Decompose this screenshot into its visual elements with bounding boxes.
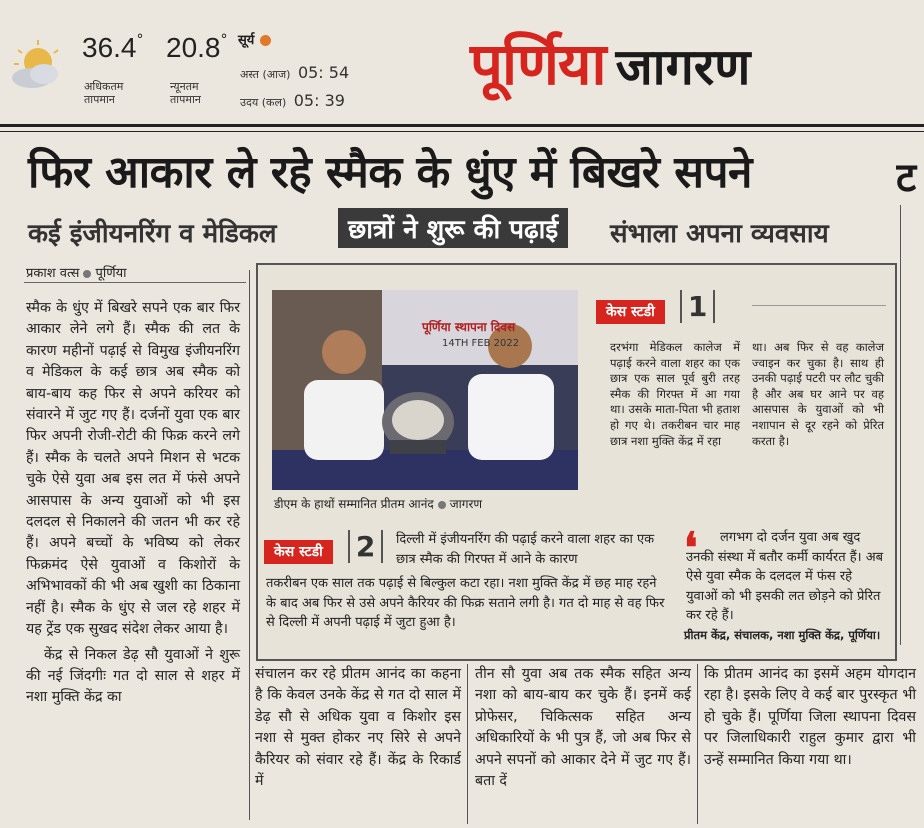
photo-caption: डीएम के हाथों सम्मानित प्रीतम आनंद जागरण bbox=[274, 497, 483, 511]
sunrise-time: उदय (कल) 05: 39 bbox=[240, 91, 345, 110]
newspaper-masthead: पूर्णिया जागरण bbox=[470, 30, 751, 98]
article-column-3: तीन सौ युवा अब तक स्मैक सहित अन्य नशा को बाय-बाय कर चुके हैं। इनमें कई प्रोफेसर, चिकित्सक सहित अन्य अधिकारियों के भी पुत्र हैं, जो अब फिर से अपने सपनों को आकार देने में जुट गए हैं। बता दें bbox=[475, 666, 691, 790]
article-column-2: संचालन कर रहे प्रीतम आनंद का कहना है कि केवल उनके केंद्र से गत दो साल में डेढ़ सौ से अधिक युवा व किशोर इस नशा से मुक्त होकर नए सिरे से अपने कैरियर को संवार रहे हैं। केंद्र के रिकार्ड में bbox=[255, 666, 461, 790]
quote-mark-icon: ❛ bbox=[684, 523, 698, 572]
case-study-1-text-b: था। अब फिर से वह कालेज ज्वाइन कर चुका है। साथ ही उनकी पढ़ाई पटरी पर लौट चुकी है और अब घर आने पर वह आसपास के युवाओं को भी नशापान से दूर रहने को प्रेरित करता है। bbox=[752, 340, 884, 448]
masthead-rule-thin bbox=[0, 131, 924, 132]
case-study-2-label: केस स्टडी bbox=[264, 540, 333, 564]
min-temperature: 20.8° bbox=[166, 32, 228, 63]
masthead-rule bbox=[0, 124, 924, 127]
column-divider bbox=[249, 270, 250, 820]
column-divider bbox=[467, 664, 468, 824]
article-column-1: स्मैक के धुंए में बिखरे सपने एक बार फिर आकार लेने लगे हैं। स्मैक की लत के कारण महीनों पढ़ाई से विमुख इंजीयनरिंग व मेडिकल के कई छात्र अब स्मैक को बाय-बाय कह फिर से अपने करियर को संवारने में जुट गए हैं। दर्जनों युवा एक बार फिर अपनी रोजी-रोटी की फिक्र करने लगे हैं। स्मैक के चलते अपने मिशन से भटक चुके ऐसे युवा अब इस लत में फंसे अपने आसपास के अन्य युवाओं को भी इस दलदल से निकालने की जतन भी कर रहे हैं। अपने बच्चों के भविष्य को लेकर फिक्रमंद ऐसे युवाओं व किशोरों के अभिभावकों की भी अब खुशी का ठिकाना नहीं है। स्मैक के धुंए से जल रहे शहर में यह ट्रेंड एक सुखद संदेश लेकर आया है। केंद्र से निकल डेढ़ सौ युवाओं ने शुरू की नई जिंदगीः गत दो साल से शहर में नशा मुक्ति केंद्र का bbox=[26, 300, 240, 706]
column-divider bbox=[697, 664, 698, 824]
case-study-1-label: केस स्टडी bbox=[596, 300, 665, 324]
case-study-1-number: 1 bbox=[680, 290, 715, 323]
case-study-1-text-a: दरभंगा मेडिकल कालेज में पढ़ाई करने वाला शहर का एक छात्र एक साल पूर्व बुरी तरह स्मैक की गिरफ्त में आ गया था। उसके माता-पिता भी हताश हो गए थे। तकरीबन चार माह छात्र नशा मुक्ति केंद्र में रहा bbox=[610, 340, 740, 448]
award-photo bbox=[272, 290, 578, 490]
max-temperature: 36.4° bbox=[82, 32, 144, 63]
byline-rule bbox=[24, 282, 246, 283]
sunset-time: अस्त (आज) 05: 54 bbox=[240, 63, 350, 82]
quote-text: लगभग दो दर्जन युवा अब खुद उनकी संस्था में बतौर कर्मी कार्यरत हैं। अब ऐसे युवा स्मैक के दलदल में फंस रहे युवाओं को भी इसकी लत छोड़ने को प्रेरित कर रहे हैं। bbox=[686, 530, 884, 623]
case-study-1-header bbox=[596, 292, 715, 322]
quote-attribution: प्रीतम केंद्र, संचालक, नशा मुक्ति केंद्र, पूर्णिया। bbox=[684, 628, 881, 642]
right-column-divider bbox=[900, 205, 901, 645]
case-study-2-lead: दिल्ली में इंजीयनरिंग की पढ़ाई करने वाला शहर का एक छात्र स्मैक की गिरफ्त में आने के कारण bbox=[396, 532, 655, 567]
photo-banner-text: पूर्णिया स्थापना दिवस bbox=[422, 320, 516, 334]
max-temperature-label: अधिकतम तापमान bbox=[84, 80, 124, 106]
case-study-2-body: तकरीबन एक साल तक पढ़ाई से बिल्कुल कटा रहा। नशा मुक्ति केंद्र में छह माह रहने के बाद अब फिर से उसे अपने कैरियर की फिक्र सताने लगी है। गत दो माह से वह फिर से दिल्ली में अपनी पढ़ाई में जुटा हुआ है। bbox=[266, 576, 665, 630]
article-subhead-right: संभाला अपना व्यवसाय bbox=[610, 219, 829, 249]
article-subhead-left: कई इंजीयनरिंग व मेडिकल bbox=[28, 219, 277, 249]
article-column-4: कि प्रीतम आनंद का इसमें अहम योगदान रहा है। इसके लिए वे कई बार पुरस्कृत भी हो चुके हैं। पूर्णिया जिला स्थापना दिवस पर जिलाधिकारी राहुल कुमार द्वारा भी उन्हें सम्मानित किया गया था। bbox=[704, 666, 916, 768]
article-headline: फिर आकार ले रहे स्मैक के धुंए में बिखरे सपने bbox=[28, 147, 752, 198]
weather-sun-cloud-icon bbox=[8, 38, 66, 96]
adjacent-headline-fragment: ट bbox=[896, 155, 917, 201]
sun-dot-icon bbox=[260, 35, 271, 46]
article-byline: प्रकाश वत्स पूर्णिया bbox=[26, 266, 127, 281]
sun-timings-heading: सूर्य bbox=[238, 30, 271, 48]
case-study-2-header bbox=[264, 532, 383, 562]
photo-banner-date: 14TH FEB 2022 bbox=[442, 338, 520, 349]
case-study-2-number: 2 bbox=[348, 530, 383, 563]
min-temperature-label: न्यूनतम तापमान bbox=[170, 80, 201, 106]
article-subhead-highlight: छात्रों ने शुरू की पढ़ाई bbox=[338, 208, 568, 248]
case-study-1-rule bbox=[752, 305, 886, 306]
